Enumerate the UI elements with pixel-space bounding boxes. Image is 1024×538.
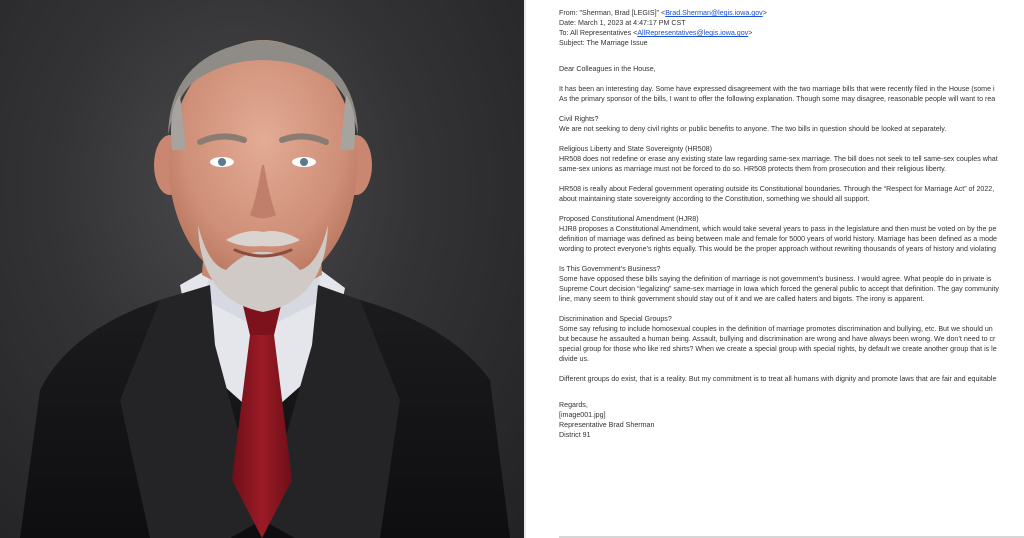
to-email-link[interactable]: AllRepresentatives@legis.iowa.gov xyxy=(637,29,749,37)
body-line: but because he assaulted a human being. Assault, bullying and discrimination are wrong and have always been wrong. We don’t need to cr xyxy=(559,335,996,343)
section-heading: Religious Liberty and State Sovereignty (HR508) xyxy=(559,145,712,153)
from-email-link[interactable]: Brad.Sherman@legis.iowa.gov xyxy=(665,9,763,17)
body-line: line, many seem to think government should stay out of it and we are called haters and bigots. The irony is apparent. xyxy=(559,295,925,303)
email-signature xyxy=(559,400,1024,440)
header-from: From: "Sherman, Brad [LEGIS]" <Brad.Sherman@legis.iowa.gov> xyxy=(559,9,767,17)
body-line: Some have opposed these bills saying the definition of marriage is not government’s business. I would agree. What people do in private is xyxy=(559,275,992,283)
email-header xyxy=(559,8,1024,48)
body-line: HJR8 proposes a Constitutional Amendment, which would take several years to pass in the legislature and then must be voted on by the pe xyxy=(559,225,997,233)
section-heading: Is This Government’s Business? xyxy=(559,265,661,273)
body-line: We are not seeking to deny civil rights or public benefits to anyone. The two bills in question should be looked at separately. xyxy=(559,125,947,133)
body-line: wording to protect everyone’s rights equally. This would be the proper approach without rewriting thousands of years of history and violating xyxy=(559,245,996,253)
section-heading: Civil Rights? xyxy=(559,115,599,123)
body-line: HR508 does not redefine or erase any existing state law regarding same-sex marriage. The bill does not seek to tell same-sex couples what xyxy=(559,155,998,163)
section-heading: Proposed Constitutional Amendment (HJR8) xyxy=(559,215,699,223)
intro-line: As the primary sponsor of the bills, I want to offer the following explanation. Though some may disagree, reasonable people will want to rea xyxy=(559,95,996,103)
header-date: Date: March 1, 2023 at 4:47:17 PM CST xyxy=(559,19,686,27)
email-document xyxy=(526,0,1024,538)
signature-image-placeholder: [image001.jpg] xyxy=(559,411,606,419)
signature-name: Representative Brad Sherman xyxy=(559,421,655,429)
body-line: definition of marriage was defined as being between male and female for 5000 years of world history. Marriage has been defined as a mode xyxy=(559,235,997,243)
signature-regards: Regards, xyxy=(559,401,588,409)
intro-line: It has been an interesting day. Some have expressed disagreement with the two marriage bills that were recently filed in the House (some i xyxy=(559,85,995,93)
body-line: special group for those who like red shirts? When we create a special group with special rights, by default we create another group that is le xyxy=(559,345,997,353)
body-line: about maintaining state sovereignty according to the Constitution, something we should all support. xyxy=(559,195,870,203)
signature-district: District 91 xyxy=(559,431,591,439)
header-to: To: All Representatives <AllRepresentatives@legis.iowa.gov> xyxy=(559,29,753,37)
body-line: divide us. xyxy=(559,355,589,363)
body-line: same-sex unions as marriage must not be forced to do so. HR508 protects them from prosecution and their religious liberty. xyxy=(559,165,947,173)
header-subject: Subject: The Marriage Issue xyxy=(559,39,648,47)
email-greeting: Dear Colleagues in the House, xyxy=(559,65,656,73)
body-line: Supreme Court decision “legalizing” same-sex marriage in Iowa which forced the general public to accept that definition. The gay community xyxy=(559,285,999,293)
section-heading: Discrimination and Special Groups? xyxy=(559,315,672,323)
body-line: Some say refusing to include homosexual couples in the definition of marriage promotes discrimination and bullying, etc. But we should un xyxy=(559,325,993,333)
body-line: HR508 is really about Federal government operating outside its Constitutional boundaries. Through the “Respect for Marriage Act” of 2022, xyxy=(559,185,995,193)
body-line: Different groups do exist, that is a reality. But my commitment is to treat all humans with dignity and promote laws that are fair and equitable xyxy=(559,375,997,383)
